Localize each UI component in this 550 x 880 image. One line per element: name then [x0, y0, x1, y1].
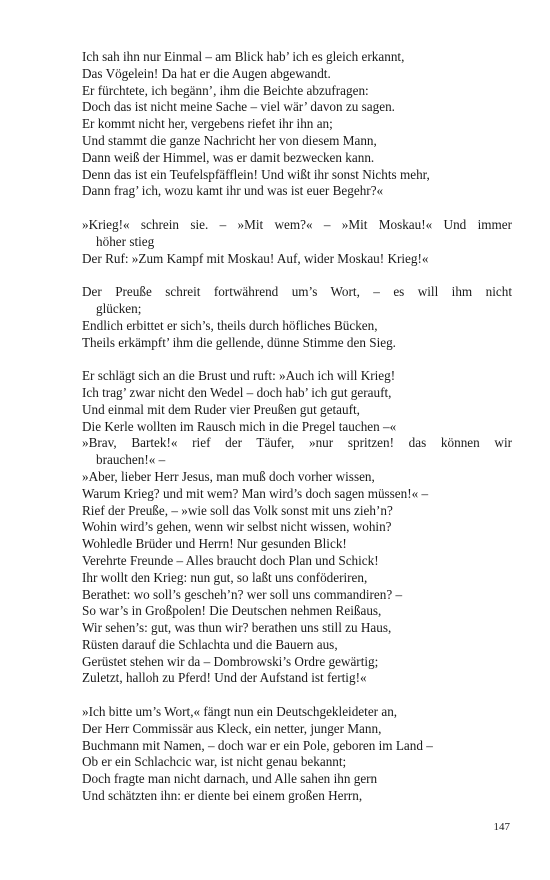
- verse-line: Theils erkämpft’ ihm die gellende, dünne Stimme den Sieg.: [82, 334, 396, 350]
- verse-line: Ich trag’ zwar nicht den Wedel – doch hab’ ich gut gerauft,: [82, 384, 392, 400]
- verse-line: Buchmann mit Namen, – doch war er ein Pole, geboren im Land –: [82, 737, 433, 753]
- stanza: [82, 704, 512, 805]
- stanza: [82, 49, 512, 200]
- verse-line: Endlich erbittet er sich’s, theils durch höfliches Bücken,: [82, 317, 378, 333]
- verse-line: Dann frag’ ich, wozu kamt ihr und was ist euer Begehr?«: [82, 183, 384, 199]
- poem-text: [82, 49, 512, 805]
- verse-line: Doch fragte man nicht darnach, und Alle sahen ihn gern: [82, 771, 378, 787]
- verse-line: Der Preuße schreit fortwährend um’s Wort, – es will ihm nicht: [82, 284, 512, 300]
- verse-line: »Ich bitte um’s Wort,« fängt nun ein Deutschgekleideter an,: [82, 704, 398, 720]
- verse-line: Wohin wird’s gehen, wenn wir selbst nicht wissen, wohin?: [82, 519, 392, 535]
- stanza: [82, 284, 512, 351]
- verse-line: Rief der Preuße, – »wie soll das Volk sonst mit uns zieh’n?: [82, 502, 393, 518]
- verse-line: Der Herr Commissär aus Kleck, ein netter, junger Mann,: [82, 720, 382, 736]
- verse-line: Ich sah ihn nur Einmal – am Blick hab’ ich es gleich erkannt,: [82, 49, 405, 64]
- verse-line: Und einmal mit dem Ruder vier Preußen gut getauft,: [82, 401, 360, 417]
- verse-line: Er kommt nicht her, vergebens riefet ihr ihn an;: [82, 116, 333, 132]
- verse-line: Der Ruf: »Zum Kampf mit Moskau! Auf, wider Moskau! Krieg!«: [82, 250, 429, 266]
- verse-line: Berathet: wo soll’s gescheh’n? wer soll uns commandiren? –: [82, 586, 403, 602]
- verse-line: Verehrte Freunde – Alles braucht doch Plan und Schick!: [82, 552, 379, 568]
- verse-line: Zuletzt, halloh zu Pferd! Und der Aufstand ist fertig!«: [82, 670, 367, 686]
- stanza: [82, 368, 512, 687]
- page-number: 147: [493, 821, 510, 833]
- verse-line: Rüsten darauf die Schlachta und die Bauern aus,: [82, 636, 338, 652]
- verse-line: Und schätzten ihn: er diente bei einem großen Herrn,: [82, 788, 363, 804]
- verse-line: »Krieg!« schrein sie. – »Mit wem?« – »Mit Moskau!« Und immer: [82, 216, 512, 232]
- verse-line: »Brav, Bartek!« rief der Täufer, »nur spritzen! das können wir: [82, 435, 512, 451]
- verse-line: Denn das ist ein Teufelspfäfflein! Und wißt ihr sonst Nichts mehr,: [82, 166, 430, 182]
- verse-line: Er fürchtete, ich begänn’, ihm die Beichte abzufragen:: [82, 82, 369, 98]
- verse-line: Das Vögelein! Da hat er die Augen abgewandt.: [82, 65, 331, 81]
- verse-line: Gerüstet stehen wir da – Dombrowski’s Ordre gewärtig;: [82, 653, 379, 669]
- verse-line: Die Kerle wollten im Rausch mich in die Pregel tauchen –«: [82, 418, 397, 434]
- verse-line: Er schlägt sich an die Brust und ruft: »Auch ich will Krieg!: [82, 368, 396, 384]
- verse-line-continuation: höher stieg: [96, 233, 155, 249]
- verse-line: So war’s in Großpolen! Die Deutschen nehmen Reißaus,: [82, 603, 382, 619]
- verse-line: Dann weiß der Himmel, was er damit bezwecken kann.: [82, 149, 375, 165]
- verse-line: Warum Krieg? und mit wem? Man wird’s doch sagen müssen!« –: [82, 485, 429, 501]
- verse-line: Doch das ist nicht meine Sache – viel wär’ davon zu sagen.: [82, 99, 395, 115]
- verse-line: Wohledle Brüder und Herrn! Nur gesunden Blick!: [82, 536, 347, 552]
- stanza: [82, 217, 512, 267]
- verse-line: »Aber, lieber Herr Jesus, man muß doch vorher wissen,: [82, 468, 375, 484]
- verse-line: Ob er ein Schlachcic war, ist nicht genau bekannt;: [82, 754, 347, 770]
- verse-line: Wir sehen’s: gut, was thun wir? berathen uns still zu Haus,: [82, 620, 392, 636]
- verse-line: Und stammt die ganze Nachricht her von diesem Mann,: [82, 132, 377, 148]
- verse-line-continuation: brauchen!« –: [96, 452, 166, 468]
- verse-line-continuation: glücken;: [96, 300, 142, 316]
- verse-line: Ihr wollt den Krieg: nun gut, so laßt uns conföderiren,: [82, 569, 368, 585]
